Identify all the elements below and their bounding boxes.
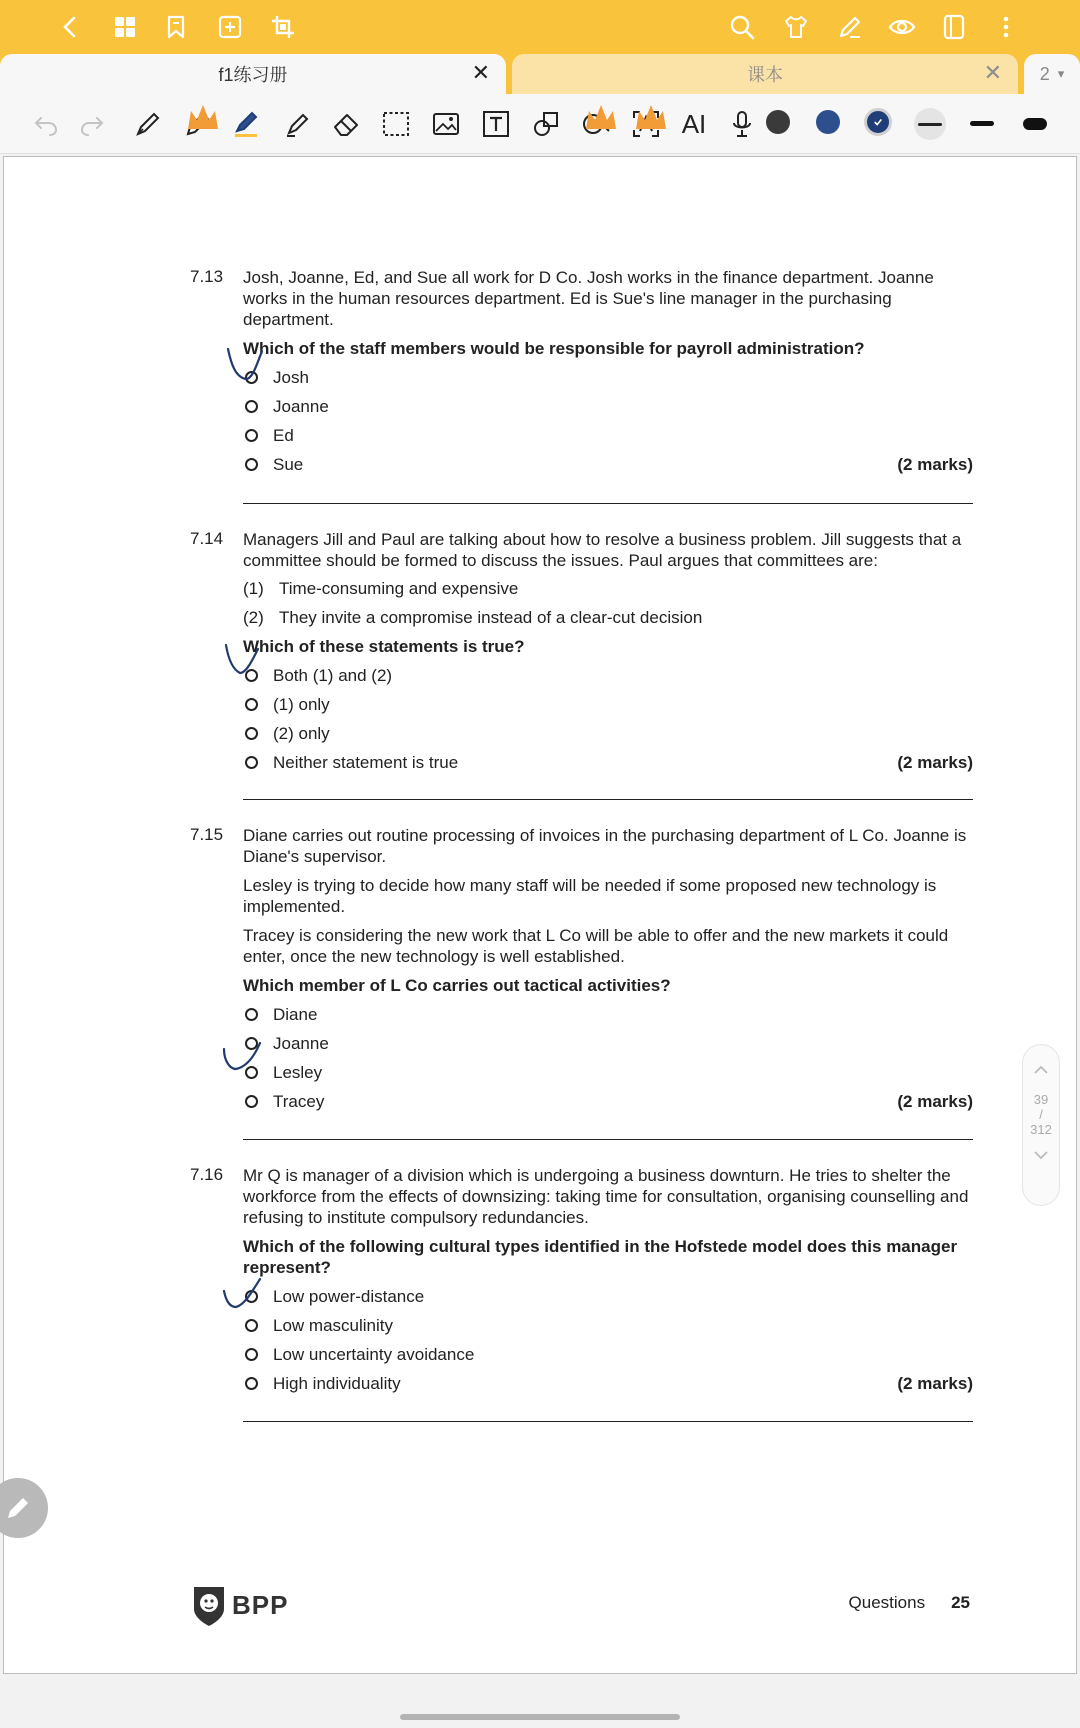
answer-option[interactable]: Sue (2 marks)	[243, 450, 973, 479]
answer-option[interactable]: (1) only	[243, 690, 973, 719]
page-number: 25	[951, 1593, 970, 1612]
section-label: Questions	[848, 1593, 926, 1612]
question-number: 7.13	[190, 267, 224, 286]
color-swatch-blue[interactable]	[816, 110, 840, 134]
answer-option[interactable]: Neither statement is true (2 marks)	[243, 748, 973, 777]
marks-label: (2 marks)	[897, 1374, 973, 1393]
brand-name: BPP	[232, 1589, 289, 1620]
handwritten-check-icon	[220, 1273, 274, 1313]
eye-icon[interactable]	[884, 9, 920, 45]
add-page-icon[interactable]	[212, 9, 248, 45]
total-pages: 312	[1030, 1122, 1052, 1137]
tab-bar	[0, 52, 1080, 94]
home-indicator[interactable]	[400, 1714, 680, 1720]
tab-textbook-label: 课本	[747, 65, 783, 85]
stroke-thick[interactable]	[1023, 118, 1047, 130]
statement-item: (2) They invite a compromise instead of a clear-cut decision	[243, 608, 703, 627]
divider	[243, 1421, 973, 1422]
answer-option[interactable]: Joanne	[243, 1029, 973, 1058]
check-icon	[873, 117, 883, 127]
grid-icon[interactable]	[107, 9, 143, 45]
statement-item: (1) Time-consuming and expensive	[243, 579, 519, 598]
shapes-icon[interactable]	[528, 106, 564, 142]
answer-option[interactable]: High individuality (2 marks)	[243, 1369, 973, 1398]
text-recognition-icon[interactable]	[628, 106, 664, 142]
question-text: Josh, Joanne, Ed, and Sue all work for D Co. Josh works in the finance department. Joanne works in the human resources department. Ed is Sue's line manager in the purchasing department.	[243, 268, 934, 329]
image-icon[interactable]	[428, 106, 464, 142]
text-box-icon[interactable]	[478, 106, 514, 142]
top-bar	[0, 0, 1080, 54]
page-separator: /	[1039, 1107, 1043, 1122]
current-page: 39	[1033, 1092, 1049, 1107]
bookmark-icon[interactable]	[158, 9, 194, 45]
question-number: 7.15	[190, 825, 224, 844]
tab-workbook-label: f1练习册	[218, 65, 288, 85]
question-number: 7.14	[190, 529, 224, 548]
chevron-down-icon	[1033, 1149, 1049, 1161]
eraser-icon[interactable]	[328, 106, 364, 142]
tab-workbook[interactable]	[0, 54, 506, 94]
back-icon[interactable]	[52, 9, 88, 45]
stroke-thin-selected[interactable]	[914, 108, 946, 140]
crown-icon	[586, 102, 616, 132]
panel-icon[interactable]	[936, 9, 972, 45]
handwritten-check-icon	[222, 345, 272, 385]
question-text: Diane carries out routine processing of invoices in the purchasing department of L Co. Joanne is Diane's supervisor.	[243, 826, 967, 866]
marks-label: (2 marks)	[897, 455, 973, 474]
question-text: Lesley is trying to decide how many staff will be needed if some proposed new technology is implemented.	[243, 876, 937, 916]
tab-count-dropdown[interactable]	[1024, 54, 1080, 94]
shirt-icon[interactable]	[778, 9, 814, 45]
answer-option[interactable]: (2) only	[243, 719, 973, 748]
question-number: 7.16	[190, 1165, 224, 1184]
color-swatch-dark[interactable]	[766, 110, 790, 134]
close-icon[interactable]: ✕	[471, 60, 490, 85]
lasso-select-icon[interactable]	[378, 106, 414, 142]
answer-option[interactable]: Low masculinity	[243, 1311, 973, 1340]
answer-option[interactable]: Josh	[243, 363, 973, 392]
divider	[243, 1139, 973, 1140]
pen-edit-icon[interactable]	[832, 9, 868, 45]
redo-icon[interactable]	[74, 106, 110, 142]
answer-option[interactable]: Low power-distance	[243, 1282, 973, 1311]
bpp-logo	[192, 1583, 288, 1627]
close-icon[interactable]: ✕	[983, 60, 1002, 85]
fountain-pen-icon[interactable]	[130, 106, 166, 142]
crop-icon[interactable]	[265, 9, 301, 45]
answer-option[interactable]: Lesley	[243, 1058, 973, 1087]
microphone-icon[interactable]	[724, 106, 760, 142]
question-text: Mr Q is manager of a division which is undergoing a business downturn. He tries to shelter the workforce from the effects of downsizing: taking time for consultation, organising counselling and refusing to institute compulsory redundancies.	[243, 1166, 969, 1227]
search-icon[interactable]	[724, 9, 760, 45]
ai-tool-button[interactable]: AI	[681, 108, 707, 139]
question-prompt: Which of these statements is true?	[243, 637, 525, 656]
marker-icon[interactable]	[280, 106, 316, 142]
pencil-icon[interactable]	[180, 106, 216, 142]
question-prompt: Which of the staff members would be responsible for payroll administration?	[243, 339, 865, 358]
divider	[243, 799, 973, 800]
color-swatch-navy-selected[interactable]	[864, 108, 892, 136]
answer-option[interactable]: Low uncertainty avoidance	[243, 1340, 973, 1369]
page-footer	[849, 1593, 970, 1613]
chevron-up-icon	[1033, 1063, 1049, 1075]
question-prompt: Which member of L Co carries out tactical activities?	[243, 976, 671, 995]
handwritten-check-icon	[220, 1039, 274, 1079]
undo-icon[interactable]	[28, 106, 64, 142]
answer-option[interactable]: Joanne	[243, 392, 973, 421]
page-navigator[interactable]	[1022, 1044, 1060, 1206]
question-prompt: Which of the following cultural types identified in the Hofstede model does this manager represent?	[243, 1237, 958, 1277]
bottom-bar	[0, 1676, 1080, 1728]
answer-option[interactable]: Diane	[243, 1000, 973, 1029]
crown-icon	[636, 102, 666, 132]
stroke-medium[interactable]	[970, 121, 994, 126]
pen-icon	[3, 1493, 33, 1523]
answer-option[interactable]: Both (1) and (2)	[243, 661, 973, 690]
answer-option[interactable]: Ed	[243, 421, 973, 450]
marks-label: (2 marks)	[897, 1092, 973, 1111]
answer-option[interactable]: Tracey (2 marks)	[243, 1087, 973, 1116]
chevron-down-icon: ▾	[1057, 66, 1065, 81]
tape-icon[interactable]	[578, 106, 614, 142]
highlighter-icon[interactable]	[228, 106, 264, 142]
drawing-toolbar	[0, 94, 1080, 154]
handwritten-check-icon	[222, 641, 272, 681]
question-text: Tracey is considering the new work that L Co will be able to offer and the new markets it could enter, once the new technology is well established.	[243, 926, 949, 966]
document-page[interactable]	[3, 156, 1077, 1674]
divider	[243, 503, 973, 504]
more-icon[interactable]	[988, 9, 1024, 45]
question-text: Managers Jill and Paul are talking about how to resolve a business problem. Jill suggests that a committee should be formed to discuss the issues. Paul argues that committees are:	[243, 530, 962, 570]
crown-icon	[188, 102, 218, 132]
marks-label: (2 marks)	[897, 753, 973, 772]
tab-count: 2	[1039, 63, 1050, 84]
tab-textbook[interactable]	[512, 54, 1018, 94]
lion-shield-icon	[192, 1583, 226, 1627]
